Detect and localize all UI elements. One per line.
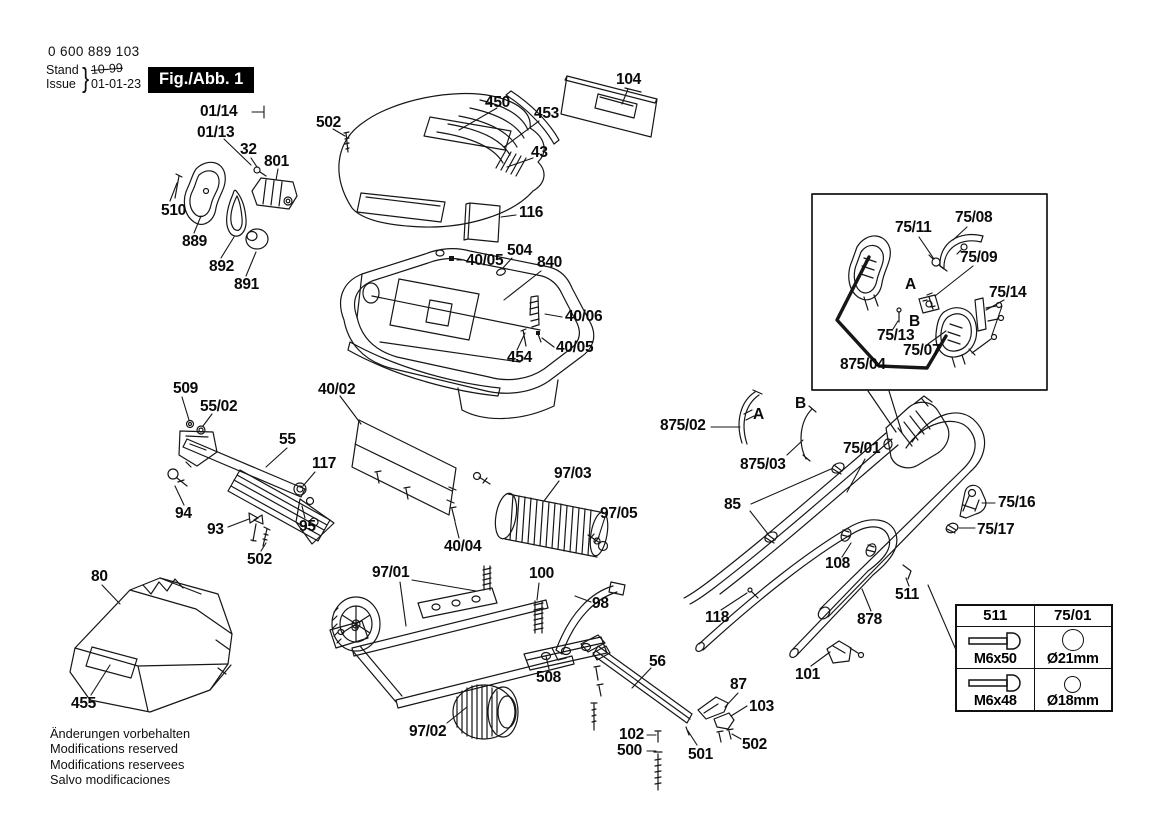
- axle-frame-drawing: [330, 566, 607, 739]
- notice-line: Modifications reserved: [50, 741, 179, 757]
- bolt-icon: [967, 630, 1023, 652]
- callout-b: B: [909, 313, 920, 330]
- fastener-table-row: [957, 627, 1111, 669]
- callout-40-06: 40/06: [565, 308, 603, 325]
- callout-101: 101: [795, 666, 820, 683]
- callout-100: 100: [529, 565, 554, 582]
- callout-40-02: 40/02: [318, 381, 356, 398]
- callout-801: 801: [264, 153, 289, 170]
- callout-108: 108: [825, 555, 850, 572]
- callout-01-14: 01/14: [200, 103, 238, 120]
- callout-b: B: [795, 395, 806, 412]
- callout-55-02: 55/02: [200, 398, 238, 415]
- document-number: 0 600 889 103: [48, 44, 140, 59]
- callout-502: 502: [316, 114, 341, 131]
- callout-32: 32: [240, 141, 257, 158]
- leader-lines: [91, 89, 1004, 751]
- callout-502: 502: [742, 736, 767, 753]
- callout-75-08: 75/08: [955, 209, 993, 226]
- notice-line: Änderungen vorbehalten: [50, 726, 191, 741]
- fastener-table-row: [957, 669, 1111, 710]
- callout-104: 104: [616, 71, 641, 88]
- callout-85: 85: [724, 496, 741, 513]
- callout-97-01: 97/01: [372, 564, 410, 581]
- callout-93: 93: [207, 521, 224, 538]
- handle-assembly-drawing: [684, 390, 986, 663]
- hole-diameter-icon: [1064, 676, 1081, 693]
- rear-flap-drawing: [352, 420, 456, 521]
- superseded-date: 10-99: [90, 61, 124, 78]
- callout-502: 502: [247, 551, 272, 568]
- callout-97-05: 97/05: [600, 505, 638, 522]
- callout-501: 501: [688, 746, 713, 763]
- callout-56: 56: [649, 653, 666, 670]
- plate-116-drawing: [464, 203, 500, 242]
- callout-40-05: 40/05: [466, 252, 504, 269]
- callout-875-03: 875/03: [740, 456, 786, 473]
- figure-label-box: Fig./Abb. 1: [148, 67, 254, 93]
- issue-label: Issue: [46, 77, 76, 91]
- brace-glyph: }: [81, 62, 89, 93]
- callout-840: 840: [537, 254, 562, 271]
- callout-875-02: 875/02: [660, 417, 706, 434]
- callout-508: 508: [536, 669, 561, 686]
- callout-97-03: 97/03: [554, 465, 592, 482]
- fastener-table: [955, 604, 1113, 712]
- callout-875-04: 875/04: [840, 356, 886, 373]
- callout-95: 95: [299, 518, 316, 535]
- callout-889: 889: [182, 233, 207, 250]
- callout-509: 509: [173, 380, 198, 397]
- callout-117: 117: [312, 455, 337, 472]
- callout-118: 118: [705, 609, 730, 626]
- panel-104-drawing: [561, 76, 657, 137]
- fastener-table-header-75-01: 75/01: [1034, 606, 1112, 626]
- callout-75-11: 75/11: [895, 219, 932, 236]
- callout-891: 891: [234, 276, 259, 293]
- callout-878: 878: [857, 611, 882, 628]
- callout-892: 892: [209, 258, 234, 275]
- callout-504: 504: [507, 242, 532, 259]
- callout-55: 55: [279, 431, 296, 448]
- hole-diameter-icon: [1062, 629, 1084, 651]
- callout-116: 116: [519, 204, 544, 221]
- callout-454: 454: [507, 349, 532, 366]
- notice-line: Salvo modificaciones: [50, 772, 171, 788]
- stand-issue-block: [46, 62, 141, 94]
- callout-01-13: 01/13: [197, 124, 235, 141]
- callout-75-14: 75/14: [989, 284, 1027, 301]
- callout-75-09: 75/09: [960, 249, 998, 266]
- callout-450: 450: [485, 94, 510, 111]
- callout-75-01: 75/01: [843, 440, 881, 457]
- hole-diameter: Ø21mm: [1046, 650, 1099, 667]
- callout-102: 102: [619, 726, 644, 743]
- callout-75-13: 75/13: [877, 327, 915, 344]
- callout-75-17: 75/17: [977, 521, 1015, 538]
- callout-455: 455: [71, 695, 96, 712]
- hole-diameter: Ø18mm: [1046, 692, 1099, 709]
- callout-98: 98: [592, 595, 609, 612]
- callout-40-05: 40/05: [556, 339, 594, 356]
- modification-notice: [50, 726, 190, 787]
- callout-75-07: 75/07: [903, 342, 941, 359]
- grass-box-drawing: [70, 578, 232, 712]
- callout-103: 103: [749, 698, 774, 715]
- roller-drawing: [474, 473, 611, 558]
- callout-40-04: 40/04: [444, 538, 482, 555]
- stand-label: Stand: [46, 63, 79, 78]
- issue-date: 01-01-23: [91, 77, 142, 91]
- callout-94: 94: [175, 505, 192, 522]
- callout-510: 510: [161, 202, 186, 219]
- callout-75-16: 75/16: [998, 494, 1036, 511]
- notice-line: Modifications reservees: [50, 756, 185, 772]
- callout-87: 87: [730, 676, 747, 693]
- fastener-table-header-511: 511: [983, 607, 1008, 624]
- bolt-size: M6x50: [973, 650, 1017, 667]
- callout-511: 511: [895, 586, 920, 603]
- chassis-drawing: [341, 249, 594, 419]
- callout-a: A: [753, 406, 764, 423]
- bolt-size: M6x48: [973, 692, 1017, 709]
- callout-97-02: 97/02: [409, 723, 447, 740]
- callout-80: 80: [91, 568, 108, 585]
- callout-a: A: [905, 276, 916, 293]
- callout-43: 43: [531, 144, 548, 161]
- callout-500: 500: [617, 742, 642, 759]
- bolt-icon: [967, 672, 1023, 694]
- callout-453: 453: [534, 105, 559, 122]
